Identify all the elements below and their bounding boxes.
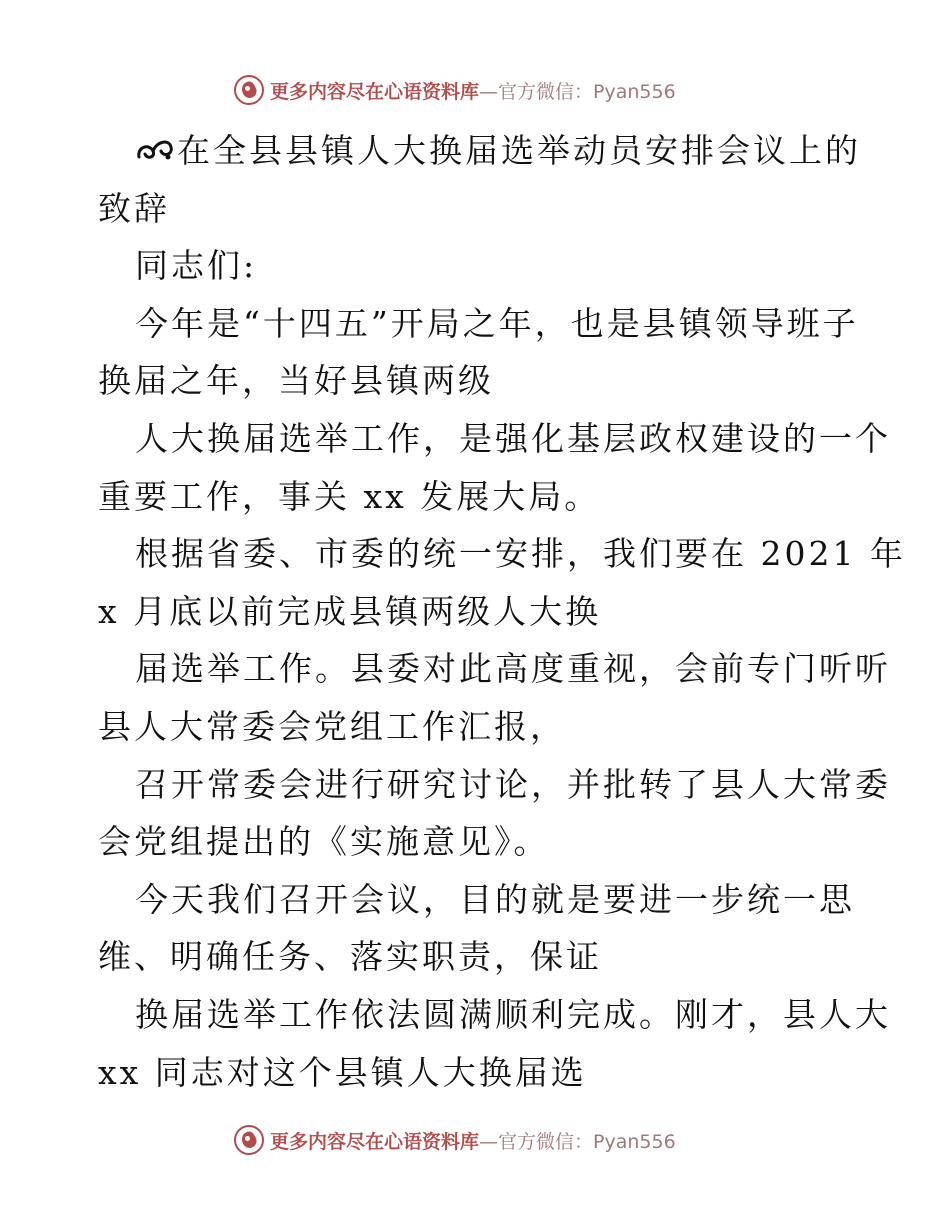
- paragraph-line: 重要工作，事关 xx 发展大局。: [98, 476, 601, 516]
- paragraph-line: 召开常委会进行研究讨论，并批转了县人大常委: [135, 764, 891, 804]
- paragraph-line: 届选举工作。县委对此高度重视，会前专门听听: [135, 649, 891, 689]
- banner-contact-text: —官方微信：Pyan556: [479, 80, 676, 103]
- banner-red-text: 更多内容尽在心语资料库: [270, 1130, 480, 1153]
- paragraph-line: 今年是“十四五”开局之年，也是县镇领导班子: [135, 303, 859, 343]
- header-banner: [234, 72, 676, 108]
- document-body: [98, 122, 906, 1101]
- paragraph-line: 今天我们召开会议，目的就是要进一步统一思: [135, 879, 855, 919]
- banner-contact-text: —官方微信：Pyan556: [479, 1130, 676, 1153]
- paragraph-line: 根据省委、市委的统一安排，我们要在 2021 年: [135, 534, 906, 574]
- logo-icon: [234, 1125, 264, 1155]
- paragraph-line: 换届之年，当好县镇两级: [98, 361, 494, 401]
- paragraph-line: 换届选举工作依法圆满顺利完成。刚才，县人大: [135, 994, 891, 1034]
- paragraph-line: 县人大常委会党组工作汇报，: [98, 706, 566, 746]
- paragraph-line: xx 同志对这个县镇人大换届选: [98, 1052, 587, 1092]
- ornament-icon: [135, 135, 175, 165]
- paragraph-line: x 月底以前完成县镇两级人大换: [98, 591, 602, 631]
- paragraph-line: 人大换届选举工作，是强化基层政权建设的一个: [135, 418, 891, 458]
- footer-banner: [234, 1122, 676, 1158]
- paragraph-line: 会党组提出的《实施意见》。: [98, 822, 550, 862]
- logo-icon: [234, 75, 264, 105]
- paragraph-line: 维、明确任务、落实职责，保证: [98, 937, 602, 977]
- banner-red-text: 更多内容尽在心语资料库: [270, 80, 480, 103]
- doc-title-line-1: 在全县县镇人大换届选举动员安排会议上的: [98, 122, 858, 180]
- doc-title-line-2: 致辞: [98, 188, 170, 228]
- salutation: 同志们:: [135, 246, 258, 286]
